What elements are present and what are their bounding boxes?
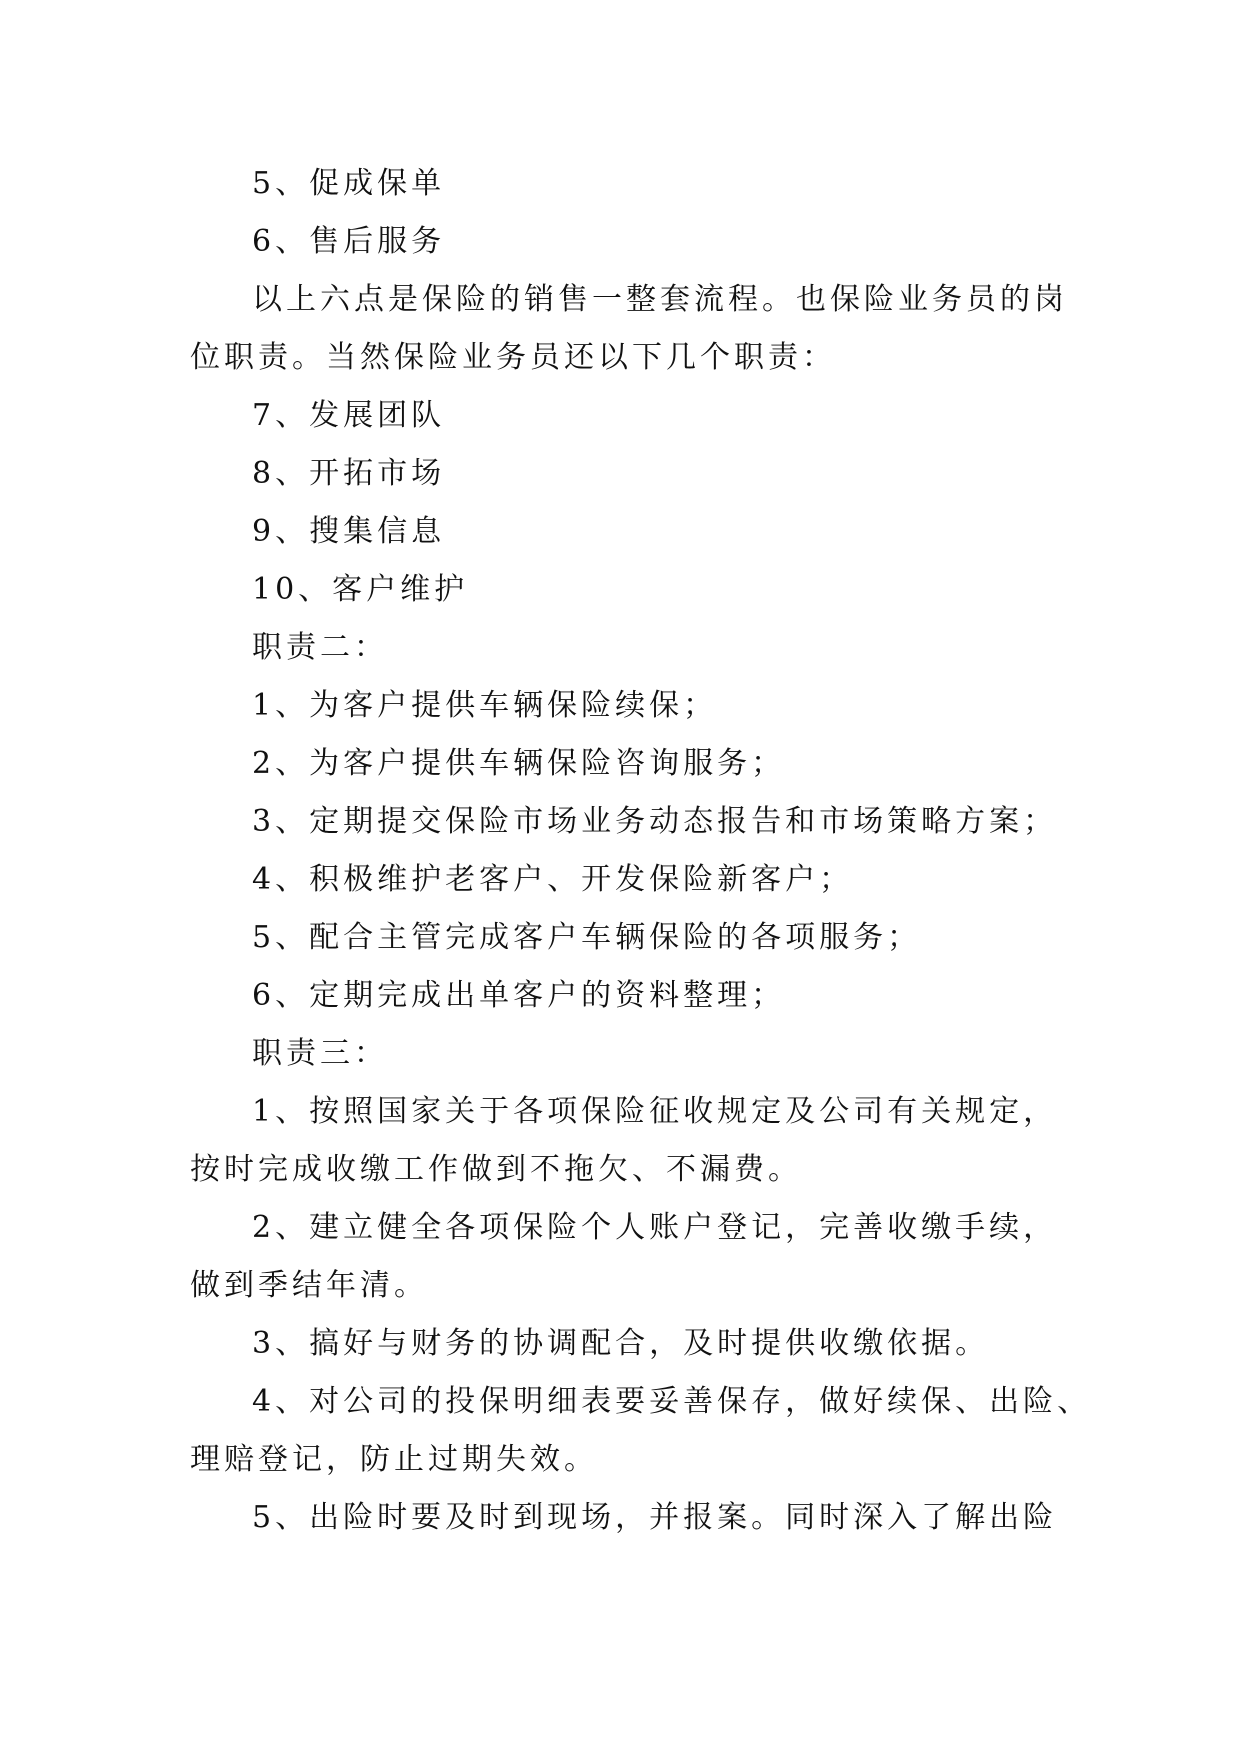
paragraph-line: 3、搞好与财务的协调配合，及时提供收缴依据。 (252, 1326, 990, 1361)
list-item: 3、定期提交保险市场业务动态报告和市场策略方案； (252, 804, 1058, 839)
paragraph-line: 按时完成收缴工作做到不拖欠、不漏费。 (190, 1152, 802, 1187)
paragraph-line: 位职责。当然保险业务员还以下几个职责： (190, 340, 836, 375)
list-item: 2、为客户提供车辆保险咨询服务； (252, 746, 786, 781)
section-heading: 职责二： (252, 630, 388, 665)
section-heading: 职责三： (252, 1036, 388, 1071)
paragraph-line: 以上六点是保险的销售一整套流程。也保险业务员的岗 (252, 282, 1068, 317)
paragraph-line: 做到季结年清。 (190, 1268, 428, 1303)
document-body (190, 155, 1092, 1547)
list-item: 5、配合主管完成客户车辆保险的各项服务； (252, 920, 922, 955)
list-item: 8、开拓市场 (252, 456, 446, 491)
list-item: 10、客户维护 (252, 572, 469, 607)
list-item: 7、发展团队 (252, 398, 446, 433)
list-item: 4、积极维护老客户、开发保险新客户； (252, 862, 854, 897)
paragraph-line: 4、对公司的投保明细表要妥善保存，做好续保、出险、 (252, 1384, 1092, 1419)
list-item: 5、促成保单 (252, 166, 446, 201)
paragraph-line: 2、建立健全各项保险个人账户登记，完善收缴手续， (252, 1210, 1058, 1245)
paragraph-line: 1、按照国家关于各项保险征收规定及公司有关规定， (252, 1094, 1058, 1129)
paragraph-line: 理赔登记，防止过期失效。 (190, 1442, 598, 1477)
list-item: 1、为客户提供车辆保险续保； (252, 688, 718, 723)
list-item: 6、定期完成出单客户的资料整理； (252, 978, 786, 1013)
paragraph-line: 5、出险时要及时到现场，并报案。同时深入了解出险 (252, 1500, 1058, 1535)
list-item: 9、搜集信息 (252, 514, 446, 549)
list-item: 6、售后服务 (252, 224, 446, 259)
